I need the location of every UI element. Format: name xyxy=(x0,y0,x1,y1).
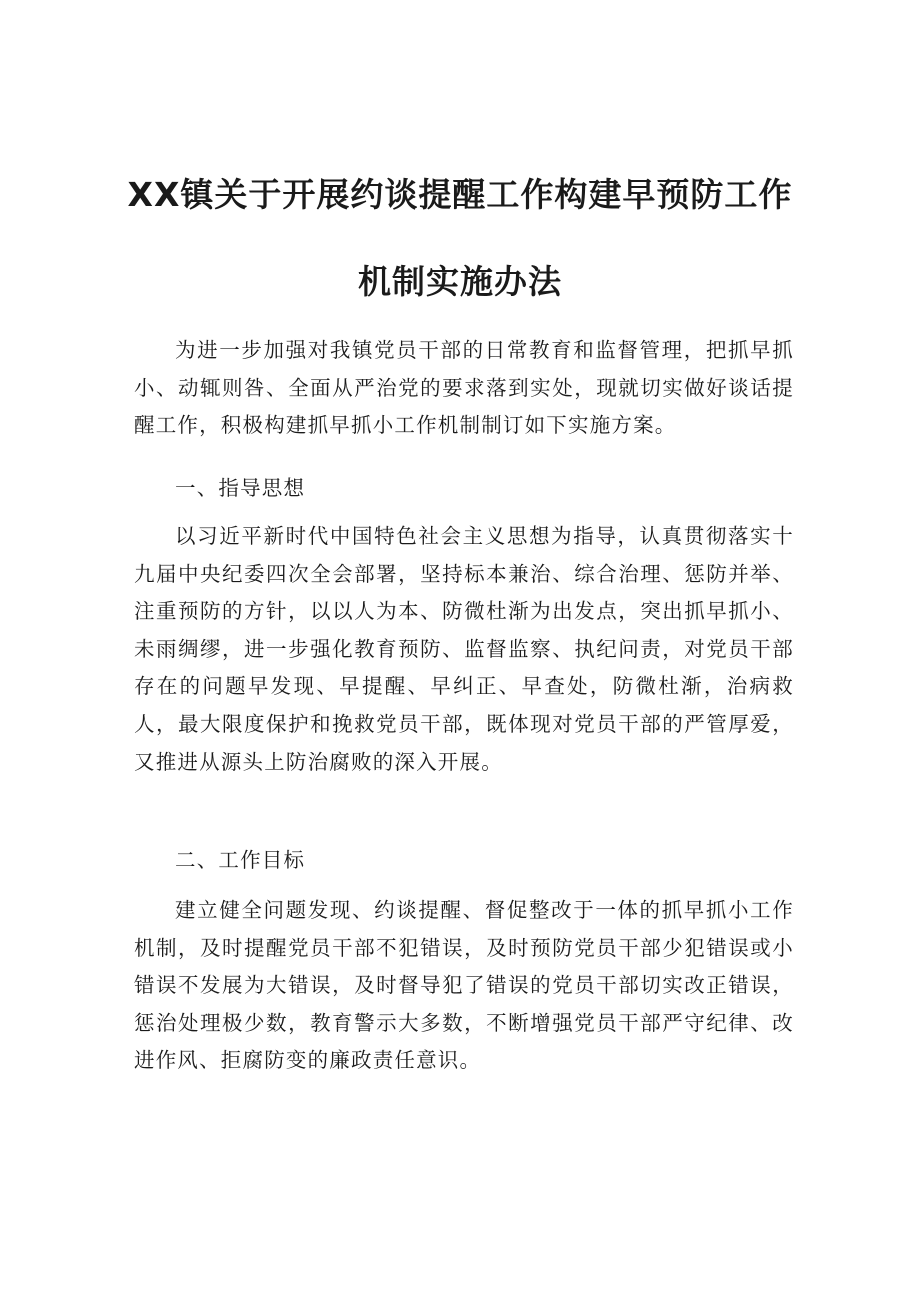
section-heading-work-objectives: 二、工作目标 xyxy=(175,848,306,872)
intro-paragraph: 为进一步加强对我镇党员干部的日常教育和监督管理，把抓早抓小、动辄则咎、全面从严治党的要求落到实处，现就切实做好谈话提醒工作，积极构建抓早抓小工作机制制订如下实施方案。 xyxy=(134,338,794,438)
section-body-work-objectives: 建立健全问题发现、约谈提醒、督促整改于一体的抓早抓小工作机制，及时提醒党员干部不犯错误，及时预防党员干部少犯错误或小错误不发展为大错误，及时督导犯了错误的党员干部切实改正错误，惩治处理极少数，教育警示大多数，不断增强党员干部严守纪律、改进作风、拒腐防变的廉政责任意识。 xyxy=(134,898,794,1073)
document-title-line-1: XX镇关于开展约谈提醒工作构建早预防工作 xyxy=(127,175,793,214)
document-title-line-2: 机制实施办法 xyxy=(358,262,562,301)
section-body-guiding-ideology: 以习近平新时代中国特色社会主义思想为指导，认真贯彻落实十九届中央纪委四次全会部署，坚持标本兼治、综合治理、惩防并举、注重预防的方针，以以人为本、防微杜渐为出发点，突出抓早抓小、未雨绸缪，进一步强化教育预防、监督监察、执纪问责，对党员干部存在的问题早发现、早提醒、早纠正、早查处，防微杜渐，治病救人，最大限度保护和挽救党员干部，既体现对党员干部的严管厚爱，又推进从源头上防治腐败的深入开展。 xyxy=(134,524,794,774)
section-heading-guiding-ideology: 一、指导思想 xyxy=(175,476,306,500)
